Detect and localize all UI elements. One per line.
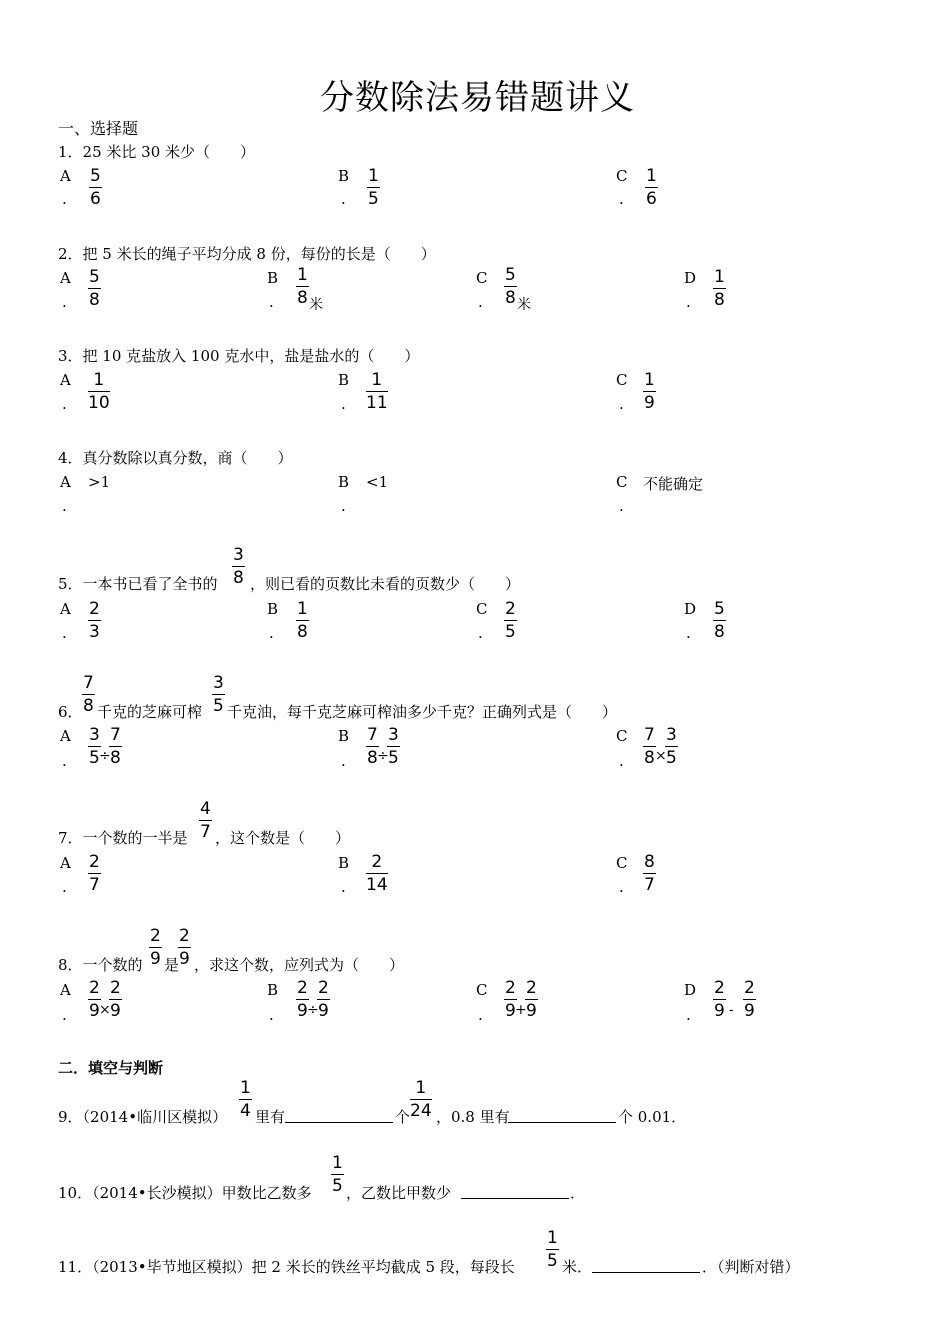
option-b-operator: ÷ [377, 748, 389, 764]
option-b-text: <1 [366, 473, 389, 491]
option-b-fraction-2: 3 5 [388, 725, 399, 768]
question-9-mid2: 个 [395, 1108, 411, 1126]
question-11-pre: 11．（2013•毕节地区模拟）把 2 米长的铁丝平均截成 5 段，每段长 [58, 1258, 515, 1276]
question-10-end: ． [570, 1184, 586, 1202]
question-9-mid1: 里有 [255, 1108, 286, 1126]
option-dot: . [62, 1006, 67, 1024]
question-1: 1．25 米比 30 米少（ ） [58, 143, 256, 161]
option-dot: . [341, 878, 346, 896]
option-dot: . [686, 624, 691, 642]
option-b-label: B [338, 167, 350, 185]
option-dot: . [619, 395, 624, 413]
option-dot: . [62, 624, 67, 642]
answer-blank[interactable] [285, 1122, 393, 1123]
option-dot: . [478, 293, 483, 311]
option-b-fraction: 1 8 [297, 599, 308, 642]
option-b-label: B [338, 473, 350, 491]
option-a-fraction: 5 6 [90, 166, 101, 209]
option-b-fraction: 1 5 [368, 166, 379, 209]
option-c-label: C [476, 981, 488, 999]
option-d-label: D [684, 600, 697, 618]
option-dot: . [62, 190, 67, 208]
option-dot: . [619, 752, 624, 770]
option-a-label: A [60, 167, 71, 185]
question-8-pre: 8．一个数的 [58, 956, 143, 974]
option-b-label: B [267, 269, 279, 287]
answer-blank[interactable] [461, 1198, 569, 1199]
option-c-fraction-1: 7 8 [644, 725, 655, 768]
option-a-label: A [60, 473, 71, 491]
option-b-fraction-2: 2 9 [318, 978, 329, 1021]
option-dot: . [62, 293, 67, 311]
option-a-fraction: 2 7 [89, 852, 100, 895]
question-7-post: ，这个数是（ ） [215, 829, 351, 847]
question-6-number: 6． [58, 703, 83, 721]
question-9-post: 个 0.01． [618, 1108, 687, 1126]
option-a-fraction-1: 3 5 [89, 725, 100, 768]
option-c-label: C [476, 269, 488, 287]
option-a-label: A [60, 981, 71, 999]
question-5-post: ，则已看的页数比未看的页数少（ ） [250, 575, 521, 593]
option-c-fraction-1: 2 9 [505, 978, 516, 1021]
option-c-fraction: 2 5 [505, 599, 516, 642]
option-b-fraction-1: 7 8 [367, 725, 378, 768]
section-heading-fill: 二．填空与判断 [58, 1059, 164, 1077]
answer-blank[interactable] [508, 1122, 616, 1123]
option-b-operator: ÷ [307, 1002, 319, 1018]
option-d-fraction-2: 2 9 [744, 978, 755, 1021]
option-a-label: A [60, 854, 71, 872]
option-b-label: B [338, 371, 350, 389]
option-c-fraction: 5 8 [505, 265, 516, 308]
question-5-pre: 5．一本书已看了全书的 [58, 575, 218, 593]
question-7-pre: 7．一个数的一半是 [58, 829, 188, 847]
option-c-fraction: 1 6 [646, 166, 657, 209]
option-d-fraction-1: 2 9 [714, 978, 725, 1021]
option-b-fraction: 1 8 [297, 265, 308, 308]
question-11-end: ．（判断对错） [702, 1258, 800, 1276]
option-dot: . [619, 878, 624, 896]
option-a-operator: × [99, 1002, 111, 1018]
question-8-fraction-1: 2 9 [150, 926, 161, 969]
option-b-unit: 米 [309, 297, 323, 313]
option-b-label: B [338, 854, 350, 872]
option-a-fraction-2: 7 8 [110, 725, 121, 768]
option-d-fraction: 1 8 [714, 267, 725, 310]
question-10-pre: 10．（2014•长沙模拟）甲数比乙数多 [58, 1184, 312, 1202]
question-8-mid: 是 [164, 956, 180, 974]
option-dot: . [341, 395, 346, 413]
option-c-label: C [616, 167, 628, 185]
option-dot: . [478, 624, 483, 642]
option-a-fraction: 1 10 [88, 370, 110, 413]
question-11-fraction: 1 5 [547, 1228, 558, 1271]
question-8-post: ，求这个数，应列式为（ ） [194, 956, 405, 974]
option-c-fraction: 8 7 [644, 852, 655, 895]
option-d-label: D [684, 981, 697, 999]
option-c-label: C [616, 473, 628, 491]
question-4: 4．真分数除以真分数，商（ ） [58, 449, 293, 467]
option-c-fraction: 1 9 [644, 370, 655, 413]
option-dot: . [686, 1006, 691, 1024]
question-10-fraction: 1 5 [332, 1153, 343, 1196]
option-c-label: C [616, 727, 628, 745]
option-c-operator: + [515, 1002, 527, 1018]
question-10-post: ，乙数比甲数少 [346, 1184, 452, 1202]
option-a-label: A [60, 371, 71, 389]
question-5-fraction: 3 8 [233, 545, 244, 588]
option-dot: . [62, 497, 67, 515]
question-11-post: 米． [562, 1258, 593, 1276]
question-6-fraction-1: 7 8 [83, 673, 94, 716]
option-b-fraction: 2 14 [366, 852, 388, 895]
option-a-fraction: 2 3 [89, 599, 100, 642]
question-6-post: 千克油，每千克芝麻可榨油多少千克？正确列式是（ ） [227, 703, 618, 721]
option-a-text: >1 [88, 473, 111, 491]
option-a-label: A [60, 269, 71, 287]
option-c-label: C [616, 854, 628, 872]
option-dot: . [62, 395, 67, 413]
option-c-text: 不能确定 [643, 475, 704, 493]
option-c-label: C [616, 371, 628, 389]
option-dot: . [62, 752, 67, 770]
option-c-operator: × [655, 748, 667, 764]
option-dot: . [686, 293, 691, 311]
page-title: 分数除法易错题讲义 [320, 78, 635, 118]
question-9-pre: 9．（2014•临川区模拟） [58, 1108, 228, 1126]
option-c-label: C [476, 600, 488, 618]
question-9-fraction-1: 1 4 [240, 1078, 251, 1121]
option-dot: . [341, 497, 346, 515]
option-a-fraction-2: 2 9 [110, 978, 121, 1021]
question-8-fraction-2: 2 9 [179, 926, 190, 969]
option-a-label: A [60, 600, 71, 618]
option-b-label: B [338, 727, 350, 745]
option-a-fraction-1: 2 9 [89, 978, 100, 1021]
option-d-operator: - [729, 1002, 734, 1018]
option-c-unit: 米 [517, 297, 531, 313]
option-dot: . [619, 190, 624, 208]
question-6-mid: 千克的芝麻可榨 [97, 703, 203, 721]
option-c-fraction-2: 2 9 [526, 978, 537, 1021]
option-a-operator: ÷ [99, 748, 111, 764]
question-9-mid3: ，0.8 里有 [436, 1108, 510, 1126]
option-dot: . [269, 293, 274, 311]
option-d-fraction: 5 8 [714, 599, 725, 642]
option-d-label: D [684, 269, 697, 287]
question-3: 3．把 10 克盐放入 100 克水中，盐是盐水的（ ） [58, 347, 420, 365]
option-b-label: B [267, 981, 279, 999]
question-7-fraction: 4 7 [200, 799, 211, 842]
question-9-fraction-2: 1 24 [410, 1078, 432, 1121]
option-dot: . [62, 878, 67, 896]
question-6-fraction-2: 3 5 [213, 673, 224, 716]
option-dot: . [269, 1006, 274, 1024]
option-b-fraction-1: 2 9 [297, 978, 308, 1021]
option-b-label: B [267, 600, 279, 618]
option-dot: . [478, 1006, 483, 1024]
answer-blank[interactable] [592, 1272, 700, 1273]
option-a-label: A [60, 727, 71, 745]
option-dot: . [341, 752, 346, 770]
option-a-fraction: 5 8 [89, 267, 100, 310]
option-dot: . [341, 190, 346, 208]
question-2: 2．把 5 米长的绳子平均分成 8 份，每份的长是（ ） [58, 245, 436, 263]
option-b-fraction: 1 11 [366, 370, 388, 413]
option-dot: . [269, 624, 274, 642]
option-c-fraction-2: 3 5 [666, 725, 677, 768]
section-heading-choice: 一、选择题 [58, 119, 139, 138]
option-dot: . [619, 497, 624, 515]
